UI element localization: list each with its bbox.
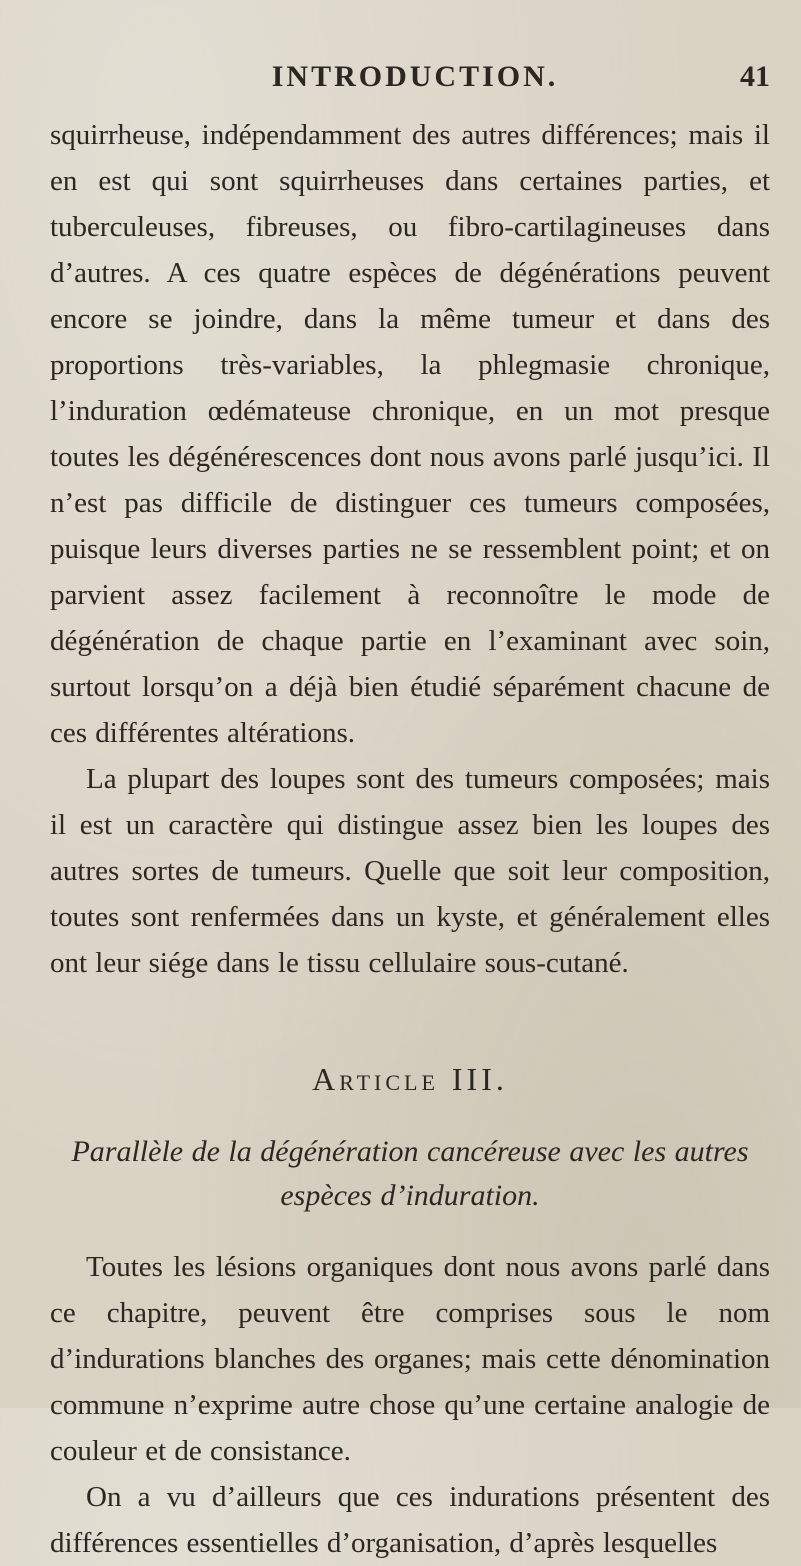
paragraph-continued: squirrheuse, indépendamment des autres différences; mais il en est qui sont squirrheuses dans certaines parties, et tuberculeuses, fibreuses, ou fibro-cartilagineuses dans d’autres. A ces quatre espèces de dégénérations peuvent encore se joindre, dans la même tumeur et dans des proportions très-variables, la phlegmasie chronique, l’induration œdémateuse chronique, en un mot presque toutes les dégénérescences dont nous avons parlé jusqu’ici. Il n’est pas difficile de distinguer ces tumeurs composées, puisque leurs diverses parties ne se ressemblent point; et on parvient assez facilement à reconnoître le mode de dégénération de chaque partie en l’examinant avec soin, surtout lorsqu’on a déjà bien étudié séparément chacune de ces différentes altérations. — [50, 119, 770, 749]
running-head-title: INTRODUCTION. — [271, 60, 559, 93]
paragraph-loupes: La plupart des loupes sont des tumeurs composées; mais il est un caractère qui distingue assez bien les loupes des autres sortes de tumeurs. Quelle que soit leur composition, toutes sont renfermées dans un kyste, et généralement elles ont leur siége dans le tissu cellulaire sous-cutané. — [50, 763, 770, 979]
body-text — [50, 112, 770, 1566]
running-head — [60, 60, 770, 100]
paragraph-differences: On a vu d’ailleurs que ces indurations présentent des différences essentielles d’organisation, d’après lesquelles — [50, 1481, 770, 1559]
page-number: 41 — [740, 60, 770, 93]
article-subtitle: Parallèle de la dégénération cancéreuse avec les autres espèces d’induration. — [71, 1135, 749, 1212]
article-heading: Article III. — [312, 1061, 508, 1097]
paragraph-indurations: Toutes les lésions organiques dont nous avons parlé dans ce chapitre, peuvent être comprises sous le nom d’indurations blanches des organes; mais cette dénomination commune n’exprime autre chose qu’une certaine analogie de couleur et de consistance. — [50, 1251, 770, 1467]
